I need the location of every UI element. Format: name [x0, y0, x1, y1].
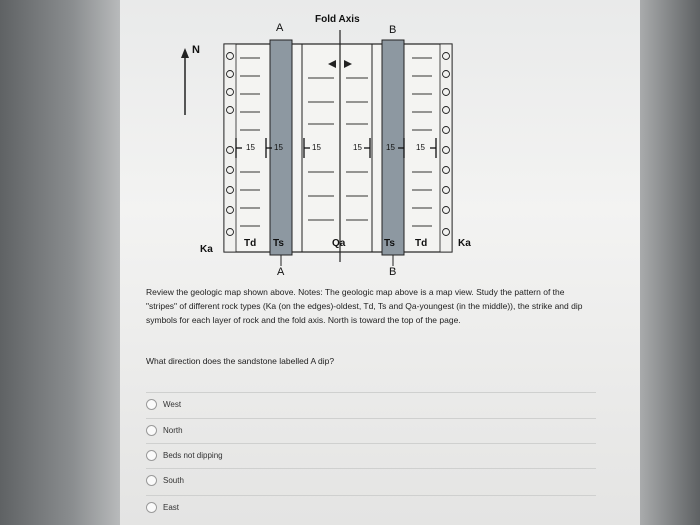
north-label: N: [192, 44, 200, 56]
ka-right-strip: [440, 44, 452, 252]
ts-right-label: Ts: [384, 238, 395, 249]
line-b-top-label: B: [389, 24, 397, 36]
answer-option-north[interactable]: [146, 418, 596, 441]
answer-option-south[interactable]: [146, 468, 596, 491]
line-a-top-label: A: [276, 22, 284, 34]
quiz-page: [120, 0, 640, 525]
question-prompt: What direction does the sandstone labelled A dip?: [146, 356, 335, 366]
answer-option-east[interactable]: [146, 495, 596, 518]
radio-button[interactable]: [146, 450, 157, 461]
radio-button[interactable]: [146, 475, 157, 486]
dip-label: 15: [274, 143, 283, 152]
ts-left-label: Ts: [273, 238, 284, 249]
dip-label: 15: [386, 143, 395, 152]
answer-label: South: [163, 475, 184, 485]
answer-label: Beds not dipping: [163, 450, 223, 460]
answer-label: East: [163, 502, 180, 512]
td-left-label: Td: [244, 238, 257, 249]
td-right-label: Td: [415, 238, 428, 249]
qa-label: Qa: [332, 238, 346, 249]
answer-label: North: [163, 425, 183, 435]
ka-right-label: Ka: [458, 238, 471, 249]
north-arrow-head: [181, 48, 189, 58]
fold-axis-label: Fold Axis: [315, 14, 360, 25]
answer-label: West: [163, 399, 182, 409]
radio-button[interactable]: [146, 502, 157, 513]
ka-left-label: Ka: [200, 244, 213, 255]
answer-option-beds-not-dipping[interactable]: [146, 443, 596, 466]
radio-button[interactable]: [146, 425, 157, 436]
question-text: Review the geologic map shown above. Notes: The geologic map above is a map view. Study the pattern of the "stripes" of different rock types (Ka (on the edges)-oldest, Td, Ts and Qa-youngest (in the middle)), the strike and dip symbols for each layer of rock and the fold axis. North is toward the top of the page.: [146, 287, 583, 325]
dip-label: 15: [312, 143, 321, 152]
dip-label: 15: [416, 143, 425, 152]
monitor-bezel-left: [0, 0, 120, 525]
ka-left-strip: [224, 44, 236, 252]
radio-button[interactable]: [146, 399, 157, 410]
monitor-bezel-right: [640, 0, 700, 525]
answer-option-west[interactable]: [146, 392, 596, 415]
line-b-bottom-label: B: [389, 266, 397, 278]
dip-label: 15: [246, 143, 255, 152]
dip-label: 15: [353, 143, 362, 152]
line-a-bottom-label: A: [277, 266, 285, 278]
geologic-map: [160, 0, 500, 290]
